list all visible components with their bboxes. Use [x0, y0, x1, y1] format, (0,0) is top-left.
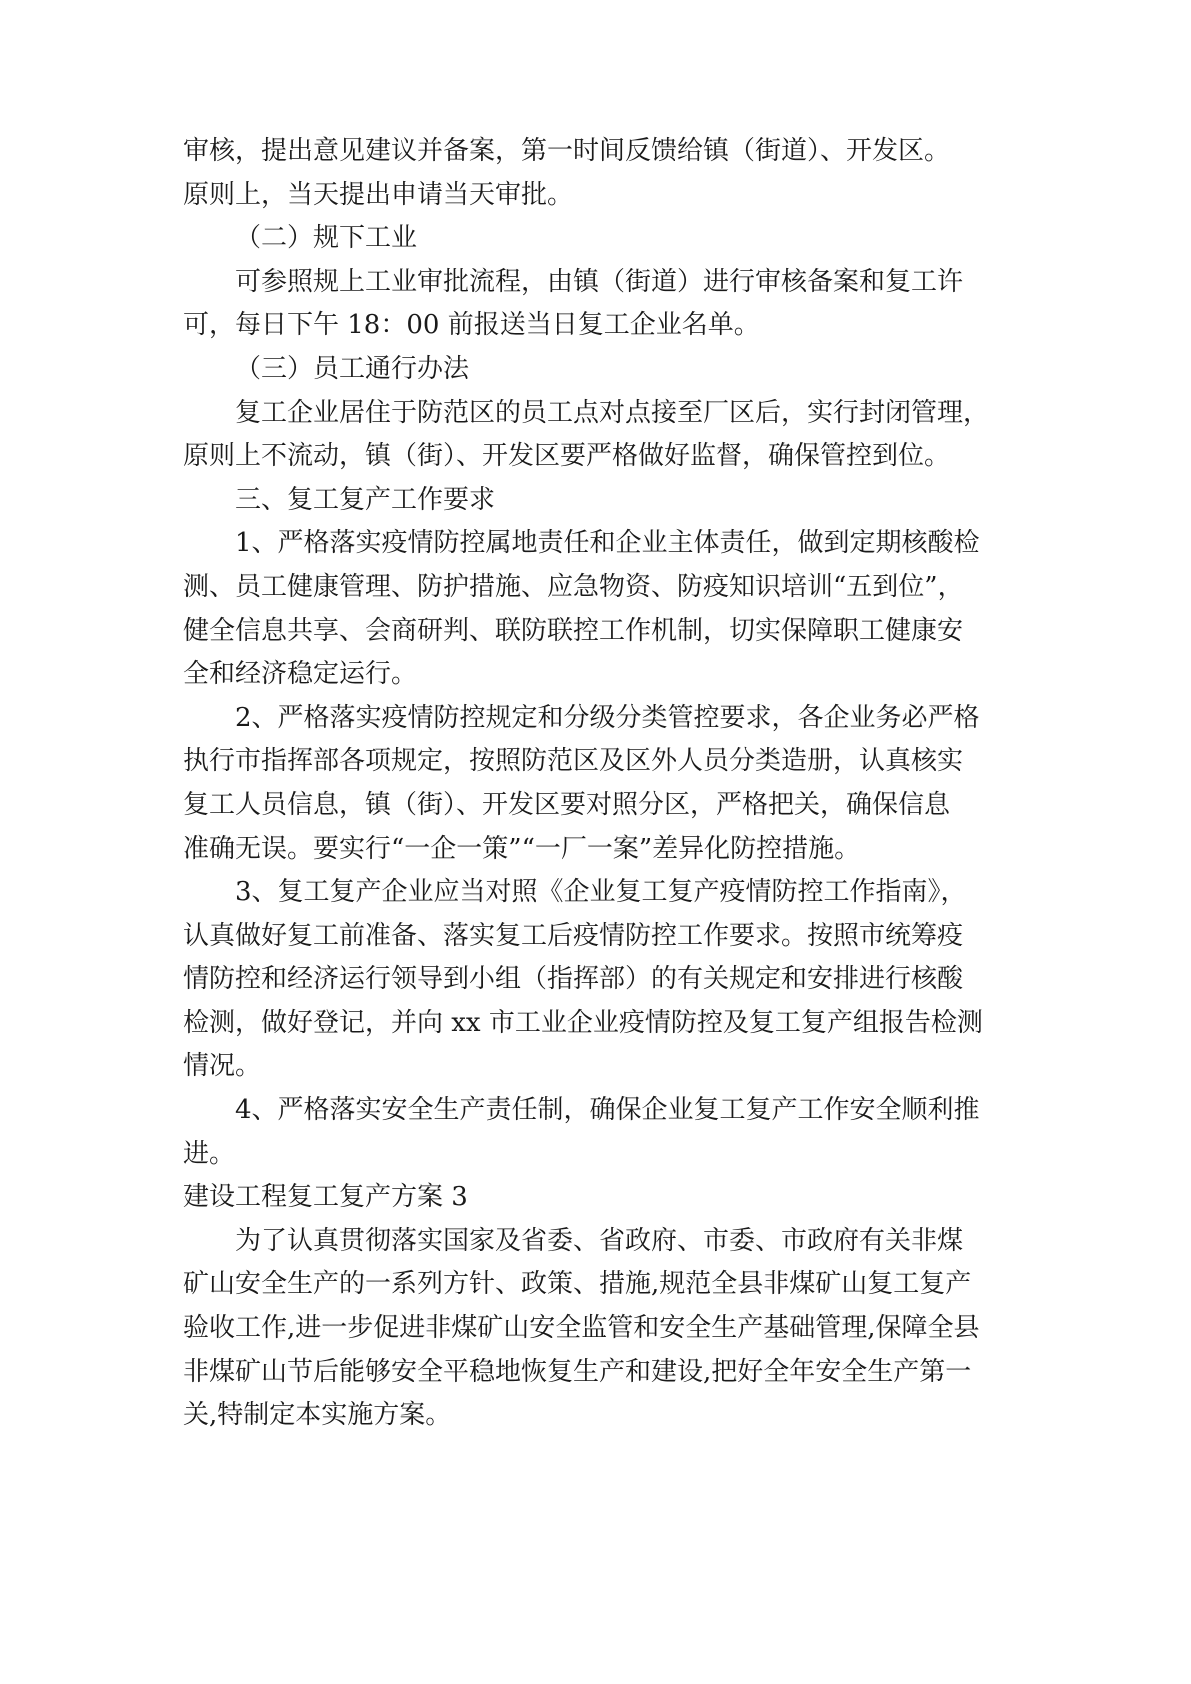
text-line-12: 健全信息共享、会商研判、联防联控工作机制，切实保障职工健康安: [183, 615, 964, 646]
text-line-27: 矿山安全生产的一系列方针、政策、措施,规范全县非煤矿山复工复产: [183, 1269, 972, 1300]
document-page: [183, 130, 1018, 1438]
section-heading-3: （三）员工通行办法: [235, 353, 470, 384]
text-line-13: 全和经济稳定运行。: [183, 659, 418, 690]
text-line-10: 1、严格落实疫情防控属地责任和企业主体责任，做到定期核酸检: [235, 528, 980, 559]
section-heading-requirements: 三、复工复产工作要求: [235, 484, 496, 515]
text-line-11: 测、员工健康管理、防护措施、应急物资、防疫知识培训“五到位”，: [183, 571, 964, 602]
text-line-5: 可，每日下午 18：00 前报送当日复工企业名单。: [183, 310, 760, 341]
text-line-21: 检测，做好登记，并向 xx 市工业企业疫情防控及复工复产组报告检测: [183, 1007, 983, 1038]
text-line-24: 进。: [183, 1138, 236, 1169]
text-line-18: 3、复工复产企业应当对照《企业复工复产疫情防控工作指南》，: [235, 877, 967, 908]
text-line-30: 关,特制定本实施方案。: [183, 1400, 452, 1431]
text-line-1: 审核，提出意见建议并备案，第一时间反馈给镇（街道）、开发区。: [183, 136, 951, 166]
text-line-20: 情防控和经济运行领导到小组（指挥部）的有关规定和安排进行核酸: [183, 964, 964, 995]
text-line-26: 为了认真贯彻落实国家及省委、省政府、市委、市政府有关非煤: [235, 1225, 964, 1256]
text-line-14: 2、严格落实疫情防控规定和分级分类管控要求，各企业务必严格: [235, 702, 980, 733]
text-line-29: 非煤矿山节后能够安全平稳地恢复生产和建设,把好全年安全生产第一: [183, 1356, 972, 1387]
text-line-7: 复工企业居住于防范区的员工点对点接至厂区后，实行封闭管理，: [235, 397, 990, 428]
text-line-16: 复工人员信息，镇（街）、开发区要对照分区，严格把关，确保信息: [183, 789, 951, 820]
document-section-title: 建设工程复工复产方案 3: [183, 1182, 468, 1213]
text-line-22: 情况。: [183, 1051, 262, 1082]
section-heading-2: （二）规下工业: [235, 223, 418, 254]
text-line-17: 准确无误。要实行“一企一策”“一厂一案”差异化防控措施。: [183, 833, 861, 864]
text-line-28: 验收工作,进一步促进非煤矿山安全监管和安全生产基础管理,保障全县: [183, 1313, 980, 1344]
text-line-19: 认真做好复工前准备、落实复工后疫情防控工作要求。按照市统筹疫: [183, 920, 964, 951]
text-line-8: 原则上不流动，镇（街）、开发区要严格做好监督，确保管控到位。: [183, 441, 951, 472]
text-line-2: 原则上，当天提出申请当天审批。: [183, 179, 574, 210]
text-line-4: 可参照规上工业审批流程，由镇（街道）进行审核备案和复工许: [235, 266, 964, 297]
text-line-15: 执行市指挥部各项规定，按照防范区及区外人员分类造册，认真核实: [183, 746, 964, 777]
text-line-23: 4、严格落实安全生产责任制，确保企业复工复产工作安全顺利推: [235, 1095, 980, 1126]
